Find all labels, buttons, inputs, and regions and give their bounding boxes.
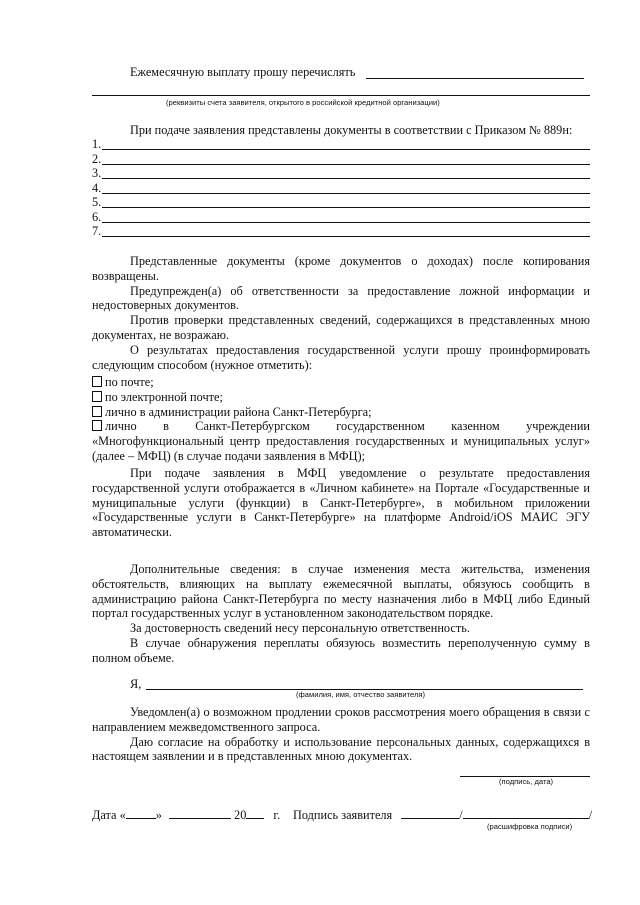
document-row-line[interactable] bbox=[102, 193, 590, 194]
statement-returned: Представленные документы (кроме документов о доходах) после копирования возвращены. bbox=[92, 254, 590, 283]
notice-block bbox=[92, 705, 590, 764]
checkbox-admin[interactable] bbox=[92, 406, 102, 417]
document-row bbox=[92, 166, 590, 180]
signature-label: Подпись заявителя bbox=[293, 808, 393, 822]
statement-warned: Предупрежден(а) об ответственности за предоставление ложной информации и недостоверных документов. bbox=[92, 283, 590, 313]
document-row-line[interactable] bbox=[102, 149, 590, 150]
date-label: Дата « bbox=[92, 808, 126, 822]
statement-no-objection: Против проверки представленных сведений, содержащихся в представленных мною документах, не возражаю. bbox=[92, 313, 590, 342]
additional-info: Дополнительные сведения: в случае изменения места жительства, изменения обстоятельств, влияющих на выплату ежемесячной выплаты, обязуюсь сообщить в администрацию района Санкт-Петербурга по месту назначения либо в МФЦ либо Единый портал государственных услуг в установленном законодательством порядке. bbox=[92, 562, 590, 621]
notice-consent: Даю согласие на обработку и использование персональных данных, содержащихся в настоящем заявлении и в представленных мною документах. bbox=[92, 734, 590, 764]
date-day-field[interactable] bbox=[126, 818, 156, 819]
sign-date-caption: (подпись, дата) bbox=[499, 777, 554, 786]
applicant-caption: (фамилия, имя, отчество заявителя) bbox=[296, 690, 426, 699]
date-close: » bbox=[155, 808, 162, 822]
document-row-number: 3. bbox=[92, 166, 102, 180]
checkbox-mail[interactable] bbox=[92, 376, 102, 387]
document-row-line[interactable] bbox=[102, 222, 590, 223]
responsibility: За достоверность сведений несу персональную ответственность. bbox=[130, 621, 470, 636]
payment-label: Ежемесячную выплату прошу перечислять bbox=[130, 65, 356, 79]
additional-block bbox=[92, 562, 590, 666]
document-row bbox=[92, 137, 590, 151]
document-row-line[interactable] bbox=[102, 207, 590, 208]
notify-option-mail[interactable]: по почте; bbox=[92, 375, 590, 390]
date-month-field[interactable] bbox=[169, 818, 231, 819]
document-row bbox=[92, 210, 590, 224]
document-row bbox=[92, 195, 590, 209]
signature-field[interactable] bbox=[401, 818, 459, 819]
decode-caption: (расшифровка подписи) bbox=[487, 822, 573, 831]
notice-extension: Уведомлен(а) о возможном продлении сроков рассмотрения моего обращения в связи с направлением межведомственного запроса. bbox=[92, 705, 590, 734]
payment-caption: (реквизиты счета заявителя, открытого в российской кредитной организации) bbox=[166, 98, 440, 107]
notify-option-admin[interactable]: лично в администрации района Санкт-Петербурга; bbox=[92, 405, 590, 420]
document-row-number: 6. bbox=[92, 209, 102, 224]
mfc-note-block bbox=[92, 466, 590, 540]
date-year-suffix: г. bbox=[273, 808, 281, 822]
document-row bbox=[92, 152, 590, 166]
document-row-number: 5. bbox=[92, 195, 102, 209]
applicant-ya: Я, bbox=[130, 677, 142, 691]
payment-line[interactable] bbox=[366, 78, 584, 79]
payment-details-line[interactable] bbox=[92, 95, 590, 96]
signature-row bbox=[293, 808, 592, 823]
date-row bbox=[92, 808, 280, 823]
document-row-number: 7. bbox=[92, 224, 102, 238]
document-row-line[interactable] bbox=[102, 236, 590, 237]
notify-options bbox=[92, 375, 590, 464]
document-row-line[interactable] bbox=[102, 164, 590, 165]
notify-option-mfc[interactable]: лично в Санкт-Петербургском государственном казенном учреждении «Многофункциональный центр предоставления государственных и муниципальных услуг» (далее – МФЦ) (в случае подачи заявления в МФЦ); bbox=[92, 419, 590, 463]
mfc-note: При подаче заявления в МФЦ уведомление о результате предоставления государственной услуги отображается в «Личном кабинете» на Портале «Государственные и муниципальные услуги (функции) в Санкт-Петербурге», в мобильном приложении «Государственные услуги в Санкт-Петербурге» на платформе Android/iOS МАИС ЭГУ автоматически. bbox=[92, 466, 590, 540]
document-row bbox=[92, 224, 590, 238]
documents-intro: При подаче заявления представлены документы в соответствии с Приказом № 889н: bbox=[130, 123, 573, 137]
document-row-number: 2. bbox=[92, 151, 102, 166]
date-year-field[interactable] bbox=[246, 818, 264, 819]
overpayment: В случае обнаружения переплаты обязуюсь возместить переполученную сумму в полном объеме. bbox=[92, 635, 590, 665]
signature-decode-field[interactable] bbox=[463, 818, 589, 819]
document-row-number: 1. bbox=[92, 137, 102, 151]
statement-notify-intro: О результатах предоставления государственной услуги прошу проинформировать следующим способом (нужное отметить): bbox=[92, 342, 590, 372]
signature-slash-2: / bbox=[588, 808, 593, 822]
statements-block bbox=[92, 254, 590, 372]
document-row bbox=[92, 181, 590, 195]
document-row-number: 4. bbox=[92, 180, 102, 195]
signature-slash-1: / bbox=[459, 808, 463, 822]
checkbox-mfc[interactable] bbox=[92, 420, 102, 431]
checkbox-email[interactable] bbox=[92, 391, 102, 402]
document-row-line[interactable] bbox=[102, 178, 590, 179]
date-year-prefix: 20 bbox=[234, 808, 247, 822]
notify-option-email[interactable]: по электронной почте; bbox=[92, 390, 590, 405]
